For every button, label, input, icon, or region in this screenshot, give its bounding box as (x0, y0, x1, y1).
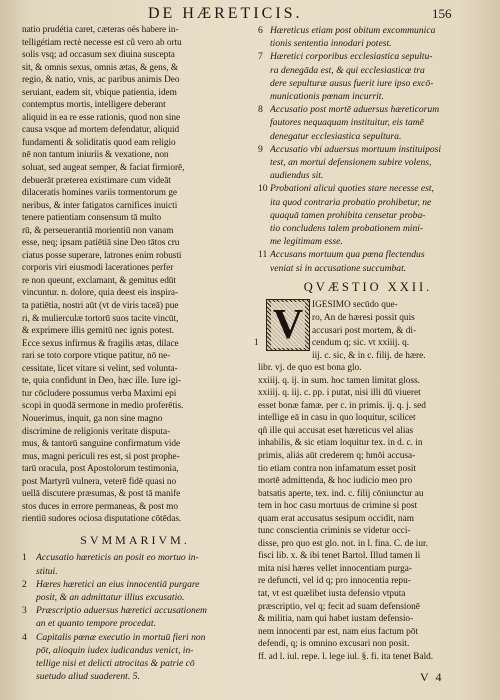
quaestio-line: libr. vj. de quo est bona glo. (258, 363, 362, 374)
quaestio-line: esset bonæ famæ. per c. in primis. ij. q. j. sed (258, 400, 426, 411)
entry-number: 3 (22, 605, 27, 617)
quaestio-line: cendum q; sic. vt xxiiij. q. (312, 338, 410, 349)
entry-line: Probationi alicui quoties stare necesse est, (270, 183, 434, 195)
body-line: rari se toto corpore vtique patitur, nō ne- (22, 351, 171, 362)
running-head (0, 5, 500, 23)
body-line: ciatus posse superare, latrones enim robusti (22, 250, 182, 261)
body-line: & exprimere illis gemitū nec ignis potest. (22, 326, 175, 337)
entry-number: 6 (258, 25, 263, 36)
body-line: mus, magni periculi res est, si post prophe- (22, 451, 180, 462)
entry-line: Accusatio post mortē aduersus hæreticorum (270, 104, 440, 116)
running-title: DE HÆRETICIS. (148, 5, 303, 22)
body-line: tur cōcludere possumus verba Maximi epi (22, 388, 177, 399)
body-line: fundamenti & soliditatis quod eam religio (22, 137, 176, 148)
body-line: Ecce sexus infirmus & fragilis ætas, dilace (22, 338, 179, 349)
quaestio-line: tat, vt est quælibet iusta defensio vtputa (258, 588, 406, 599)
body-line: seruiant, eadem sit, vbique patientia, idem (22, 87, 177, 98)
body-line: neribus, & inter fatigatos carnifices inuicti (22, 200, 178, 211)
body-line: aliquid in ea re esse rationis, quod non sine (22, 112, 181, 123)
entry-line: tio concludens talem probationem mini- (270, 223, 424, 235)
left-column (22, 24, 248, 683)
quaestio-line: xxiiij. q. ij. in sum. hoc tamen limitat gloss. (258, 375, 420, 386)
entry-line: municationis pœnam incurrit. (270, 91, 384, 103)
quaestio-heading: QVÆSTIO XXII. (303, 279, 433, 294)
quaestio-line: fisci lib. x. & ibi tenet Bartol. Illud tamen li (258, 551, 421, 562)
quaestio-line: xxiiij. q. iij. c. pp. i putat, nisi illi dū viueret (258, 388, 421, 399)
entry-line: audiendus sit. (270, 170, 324, 182)
initial-letter: V (272, 302, 304, 349)
quaestio-line: primis, aliás aūt crederem q; hmōi accusa- (258, 450, 416, 461)
entry-line: tionis sententia innodari potest. (270, 38, 392, 50)
quaestio-text (254, 299, 478, 663)
body-line: ri, & mulierculæ tortorū suos tacite vincūt, (22, 313, 179, 324)
entry-line: Præscriptio aduersus hæretici accusationem (36, 605, 207, 617)
body-line: sit, & omnis sexus, omnis ætas, & gens, & (22, 62, 179, 73)
summary-note-entry (258, 182, 478, 248)
quaestio-line: iij. c. sic, & in c. filij. de hære. (312, 350, 426, 361)
body-line: telligétiam rectè necesse est cũ vero ab ortu (22, 37, 182, 48)
body-line: discrimine de religionis veritate disputa- (22, 426, 171, 437)
summarium-heading: SVMMARIVM. (80, 532, 190, 547)
entry-line: Accusans mortuum qua pœna flectendus (270, 249, 425, 261)
entry-line: Accusatio hæreticis an posit eo mortuo in- (36, 552, 199, 564)
quaestio-line: tem in hoc casu mortuus de crimine si post (258, 501, 418, 512)
quaestio-line: tio etiam contra non infamatum esset posit (258, 463, 417, 474)
summarium-entry (22, 578, 248, 604)
body-line: stos duces in errore permaneas, & post mo (22, 501, 178, 512)
quaestio-line: præscriptio, vel q; fecit ad suam defensionē (258, 601, 420, 612)
entry-line: stitui. (36, 565, 58, 577)
entry-number: 10 (258, 183, 268, 195)
body-line: ta patiētia, nostri aūt (vt de viris taceā) pue (22, 301, 179, 312)
entry-line: Hæreticus etiam post obitum excommunica (270, 25, 436, 36)
body-line: scopi in quodā sermone in medio proferētis. (22, 401, 184, 412)
body-line: tenere patientiam consensum tā multo (22, 213, 162, 224)
quaestio-line: ro, An de hæresi possit quis (312, 312, 415, 323)
quaestio-line: & militia, nam qui habet iustam defensio- (258, 614, 414, 625)
entry-line: posit, & an admittatur illius excusatio. (36, 592, 185, 604)
quaestio-line: IGESIMO secūdo que- (312, 300, 398, 311)
summarium-entry (22, 631, 248, 684)
entry-number: 11 (258, 249, 268, 261)
body-line: rientiū sudores ociosa disputatione cōtēdas. (22, 514, 182, 525)
entry-line: ita quod contraria probatio prohibetur, ne (270, 196, 432, 208)
quaestio-line: qñ ille qui accusat eset hæreticus vel alias (258, 425, 414, 436)
body-line: esse, neq; ipsam patiētiā sine Deo tātos cru (22, 238, 180, 249)
body-line: Nouerimus, inquit, ga non sine magno (22, 413, 163, 424)
body-line: dilaceratis homines variis tormentorum ge (22, 188, 177, 199)
body-line: nē non tantum iniuriis & vexatione, non (22, 150, 169, 161)
quaestio-line: re defuncti, vel id q; pro innocentia repu- (258, 576, 411, 587)
decorated-initial (266, 299, 310, 351)
entry-line: Capitalis pœnæ executio in mortuū fieri non (36, 631, 206, 643)
entry-line: tellige nisi et delicti atrocitas & patrie cō (36, 658, 195, 670)
body-line: tarū oracula, post Apostolorum testimonia, (22, 464, 179, 475)
summarium-entry (22, 551, 248, 577)
right-column (254, 24, 478, 663)
body-line: contemptus mortis, intelligere deberant (22, 100, 166, 111)
entry-line: veniat si in accusatione succumbat. (270, 262, 407, 274)
quaestio-line: tunc conscientia criminis se videtur occi- (258, 526, 411, 537)
page-number: 156 (432, 6, 452, 21)
body-line: natio prudétia caret, cæteras oës habere in- (22, 25, 179, 35)
summary-note-entry (258, 50, 478, 103)
body-line: regio, & natio, vnis, ac paribus animis Deo (22, 75, 180, 86)
summarium-entry (22, 604, 248, 630)
entry-line: dere sepulturæ ausus fuerit iure ipso excō- (270, 77, 434, 89)
body-line: causa vsque ad mortem defendatur, aliquid (22, 125, 180, 136)
body-line: mus, & tantorū sanguine confirmatum vide (22, 439, 181, 450)
signature-mark: V 4 (420, 670, 444, 684)
entry-line: fautores nequaquam instituitur, eis tamē (270, 117, 424, 129)
body-line: debuerāt præterea existimare cum videāt (22, 175, 171, 186)
summarium-list (22, 551, 248, 683)
entry-line: quaquā tamen prohibita censetur proba- (270, 209, 426, 221)
entry-number: 9 (258, 143, 263, 155)
body-line: vincuntur. n. dolore, quia deest eis inspira- (22, 288, 179, 299)
quaestio-line: quam erat accusatus sesipum occidit, nam (258, 513, 414, 524)
body-line: cessitate, licet vitare si velint, sed volunta- (22, 363, 178, 374)
body-line: soluat, sed augeat semper, & faciat firmiorē, (22, 163, 185, 174)
quaestio-line: batsatis aperte, tex. ind. c. filij cōniunctur au (258, 488, 424, 499)
quaestio-lines (258, 299, 478, 663)
entry-line: Hæretici corporibus ecclesiastica sepultu- (270, 51, 433, 63)
quaestio-line: defendi, q; is omnino excusari non posit. (258, 639, 410, 650)
entry-line: test, an mortui defensionem subire volens, (270, 157, 432, 169)
entry-line: denegatur ecclesiastica sepultura. (270, 130, 402, 142)
entry-number: 4 (22, 631, 27, 643)
quaestio-line: intellige eā in casu in quo loquitur, scilicet (258, 413, 416, 424)
quaestio-line: accusari post mortem, & di- (312, 325, 417, 336)
summary-note-entry (258, 24, 478, 50)
body-line: re non queunt, exclamant, & gemitus edūt (22, 275, 176, 286)
quaestio-line: nem innocenti par est, nam eius factum pōt (258, 626, 419, 637)
entry-line: suetudo aliud suaderent. 5. (36, 671, 140, 683)
body-line: uellā discutere præsumas, & post tā manife (22, 489, 181, 500)
entry-number: 7 (258, 51, 263, 63)
quaestio-line: disse, pro quo est glo. not. in l. fina. C. de iur. (258, 538, 428, 549)
left-body-text (22, 24, 248, 526)
entry-line: me legitimam esse. (270, 236, 343, 248)
entry-number: 2 (22, 578, 27, 590)
entry-line: ra denegāda est, & qui ecclesiasticæ tra (270, 64, 425, 76)
summary-note-entry (258, 248, 478, 274)
body-line: post Martyrū vulnera, veterē fidē quasi no (22, 476, 177, 487)
body-line: rū, & perseuerantiā morientiū non vanam (22, 225, 174, 236)
entry-line: an et quanto tempore procedat. (36, 618, 156, 630)
body-line: solis vsq; ad occasum sex diuina suscepta (22, 50, 175, 61)
quaestio-line: mita nisi hæres vellet innocentiam purga- (258, 563, 412, 574)
marginal-number: 1 (254, 338, 259, 349)
entry-number: 8 (258, 104, 263, 116)
entry-line: Hæres hæretici an eius innocentiā purgare (36, 578, 200, 590)
summary-notes-list (258, 24, 478, 275)
summary-note-entry (258, 103, 478, 143)
body-line: te, quia confidunt in Deo, hæc ille. Iure igi- (22, 376, 182, 387)
summary-note-entry (258, 143, 478, 183)
quaestio-line: inhabilis, & sic etiam loquitur tex. in d. c. in (258, 438, 423, 449)
entry-number: 1 (22, 552, 27, 564)
entry-line: pōt, alioquin iudex iudicandus venict, in- (36, 644, 194, 656)
quaestio-line: ff. ad l. iul. repe. l. lege iul. §. fi. ita tenet Bald. (258, 651, 434, 662)
quaestio-line: mortē admittenda, & hoc iudicio meo pro (258, 476, 413, 487)
entry-line: Accusatio vbi aduersus mortuum instituiposi (270, 143, 442, 155)
body-line: corporis viri eiusmodi lacerationes perfer (22, 263, 174, 274)
